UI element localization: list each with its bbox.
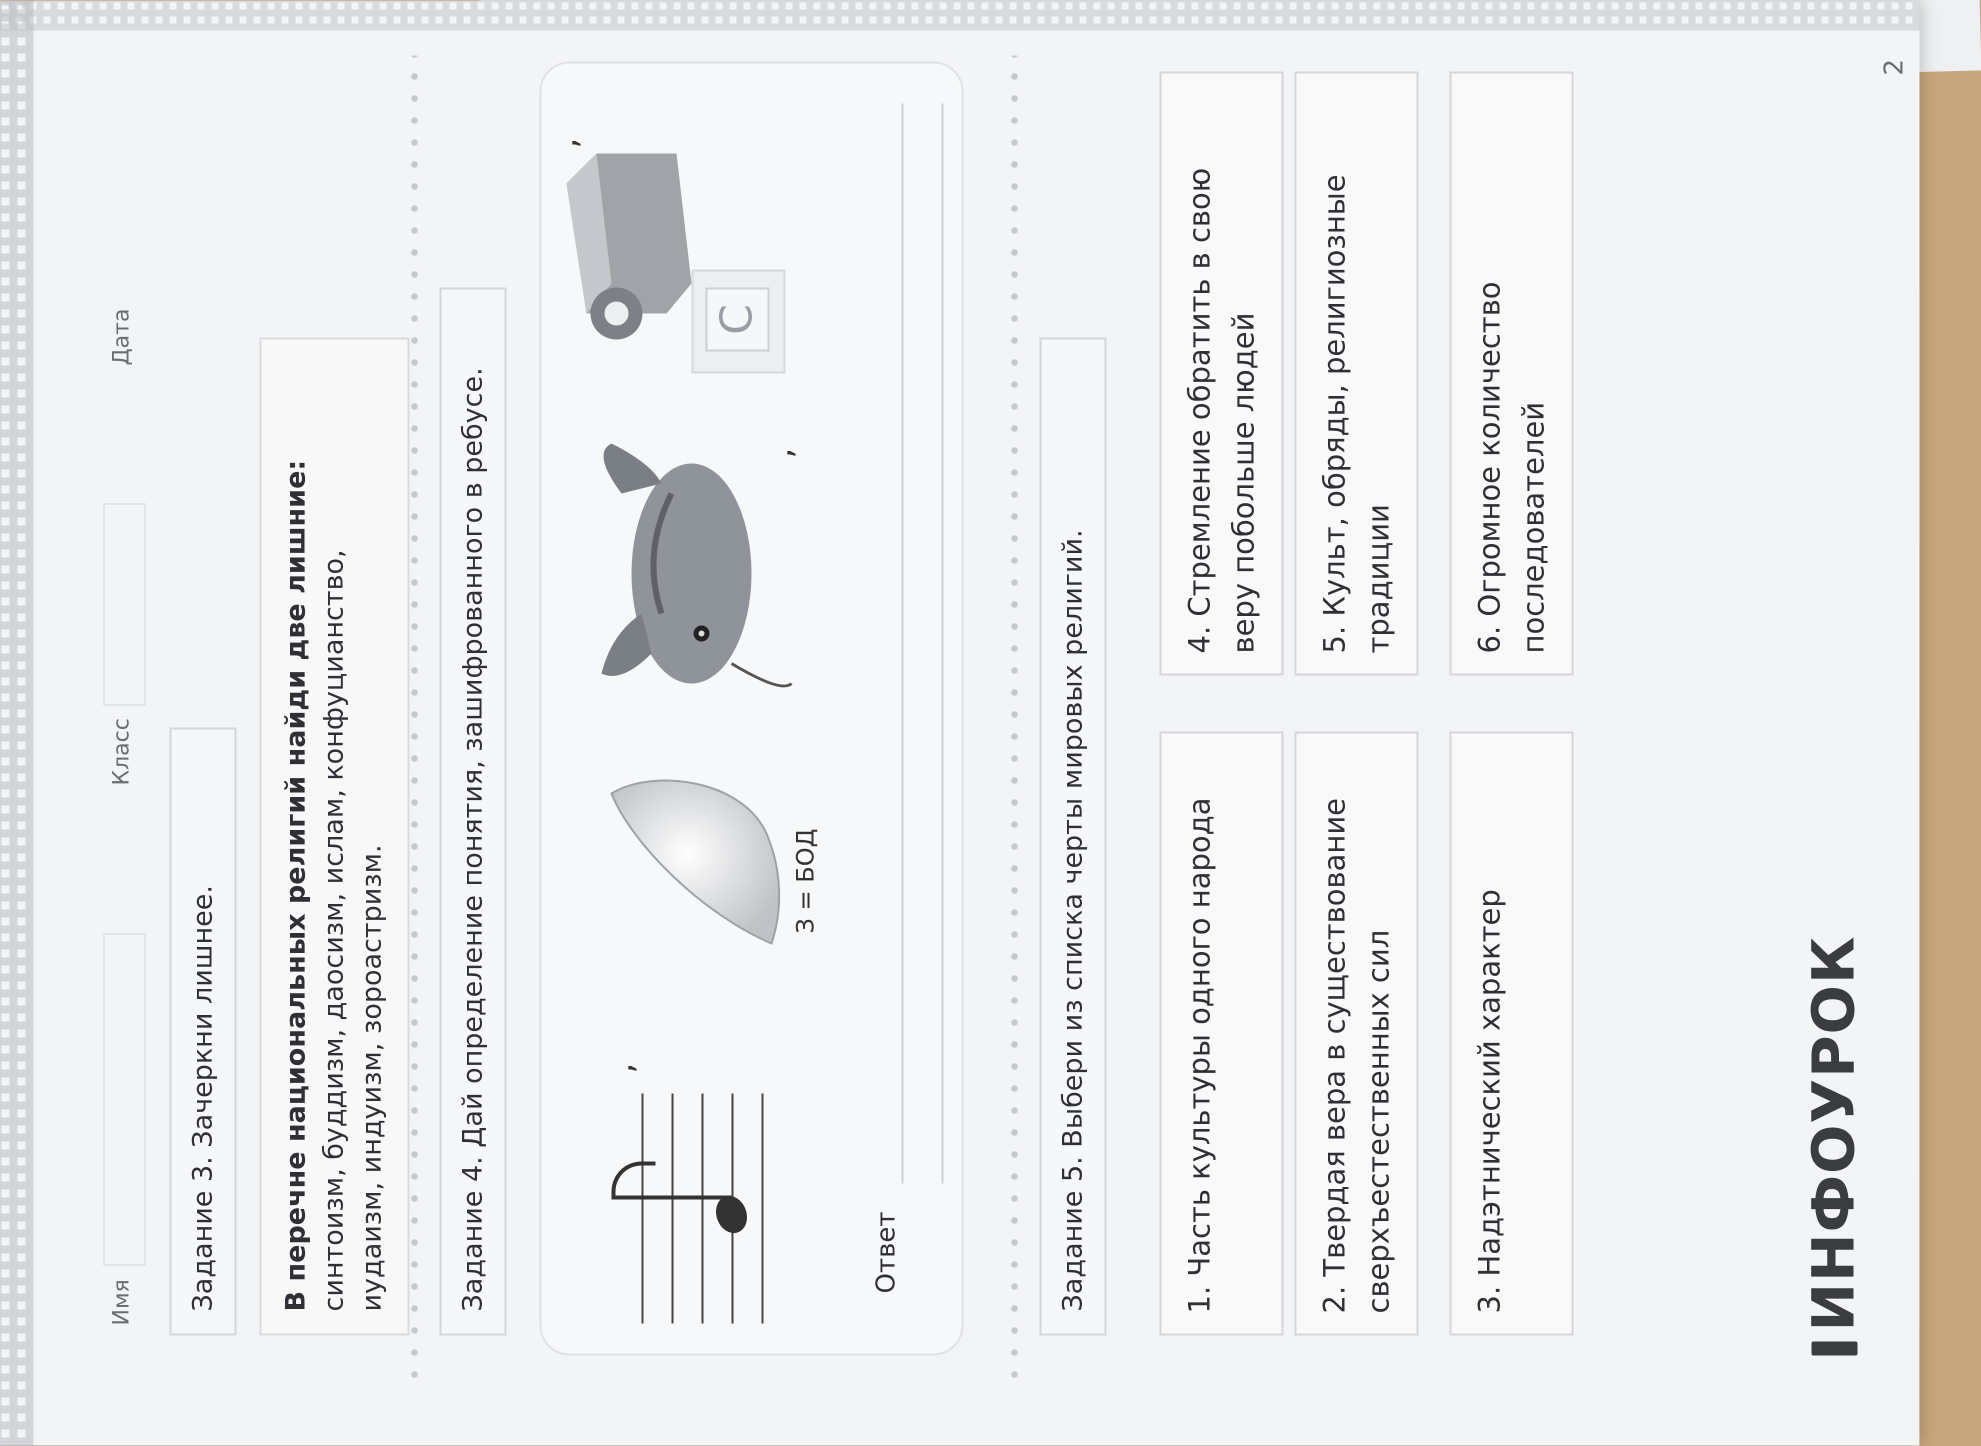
name-label: Имя (109, 1279, 135, 1326)
rebus-card (540, 62, 964, 1356)
divider-dots-1 (410, 56, 420, 1386)
letter-tile-c (692, 270, 786, 374)
option-6-text-line1: 6. Огромное количество (1472, 281, 1507, 654)
letter-tile-text: С (706, 288, 770, 352)
page-number: 2 (1879, 58, 1910, 76)
box-with-wheel-picture (545, 134, 697, 354)
task5-title: Задание 5. Выбери из списка черты мировых религий. (1040, 338, 1107, 1336)
answer-line-1[interactable] (902, 104, 904, 1184)
option-2-text-line1: 2. Твердая вера в существование (1317, 797, 1352, 1314)
option-1-text: 1. Часть культуры одного народа (1182, 797, 1217, 1314)
option-2-text-line2: сверхъестественных сил (1361, 929, 1396, 1314)
water-drop-picture (592, 764, 782, 984)
class-field[interactable] (104, 504, 146, 706)
option-5[interactable] (1295, 72, 1419, 676)
name-field[interactable] (104, 934, 146, 1266)
worksheet-page (0, 1, 1920, 1446)
infourok-logo (1800, 936, 1868, 1356)
date-label: Дата (109, 308, 135, 366)
task3-title: Задание 3. Зачеркни лишнее. (170, 728, 237, 1336)
option-3-text: 3. Надэтнический характер (1472, 889, 1507, 1314)
svg-text:,: , (760, 447, 801, 459)
task3-body (260, 338, 410, 1336)
task4-title: Задание 4. Дай определение понятия, зашифрованного в ребусе. (440, 288, 507, 1336)
task3-prompt: В перечне национальных религий найди две лишние: (280, 459, 312, 1312)
option-4-text-line1: 4. Стремление обратить в свою (1182, 167, 1217, 654)
option-1[interactable] (1160, 732, 1284, 1336)
answer-line-2[interactable] (942, 104, 944, 1184)
option-6-text-line2: последователей (1516, 401, 1551, 654)
option-2[interactable] (1295, 732, 1419, 1336)
task3-list-line1: синтоизм, буддизм, даосизм, ислам, конфуцианство, (318, 549, 350, 1312)
logo-mark-icon (1812, 1342, 1858, 1356)
option-4[interactable] (1160, 72, 1284, 676)
checker-border-side (0, 1, 1920, 31)
option-5-text-line2: традиции (1361, 504, 1396, 654)
catfish-picture (582, 434, 802, 694)
checker-border-top (0, 1, 34, 1446)
task3-list-line2: иудаизм, индуизм, зороастризм. (356, 844, 388, 1312)
option-6[interactable] (1450, 72, 1574, 676)
rebus-hint: З = БОД (791, 828, 820, 934)
class-label: Класс (109, 718, 135, 786)
option-5-text-line1: 5. Культ, обряды, религиозные (1317, 174, 1352, 654)
answer-label: Ответ (871, 1211, 902, 1294)
option-3[interactable] (1450, 732, 1574, 1336)
music-note-picture: , (602, 1024, 802, 1324)
logo-text: ИНФОУРОК (1799, 935, 1868, 1332)
option-4-text-line2: веру побольше людей (1226, 312, 1261, 654)
divider-dots-2 (1010, 56, 1020, 1386)
svg-text:,: , (545, 137, 586, 149)
